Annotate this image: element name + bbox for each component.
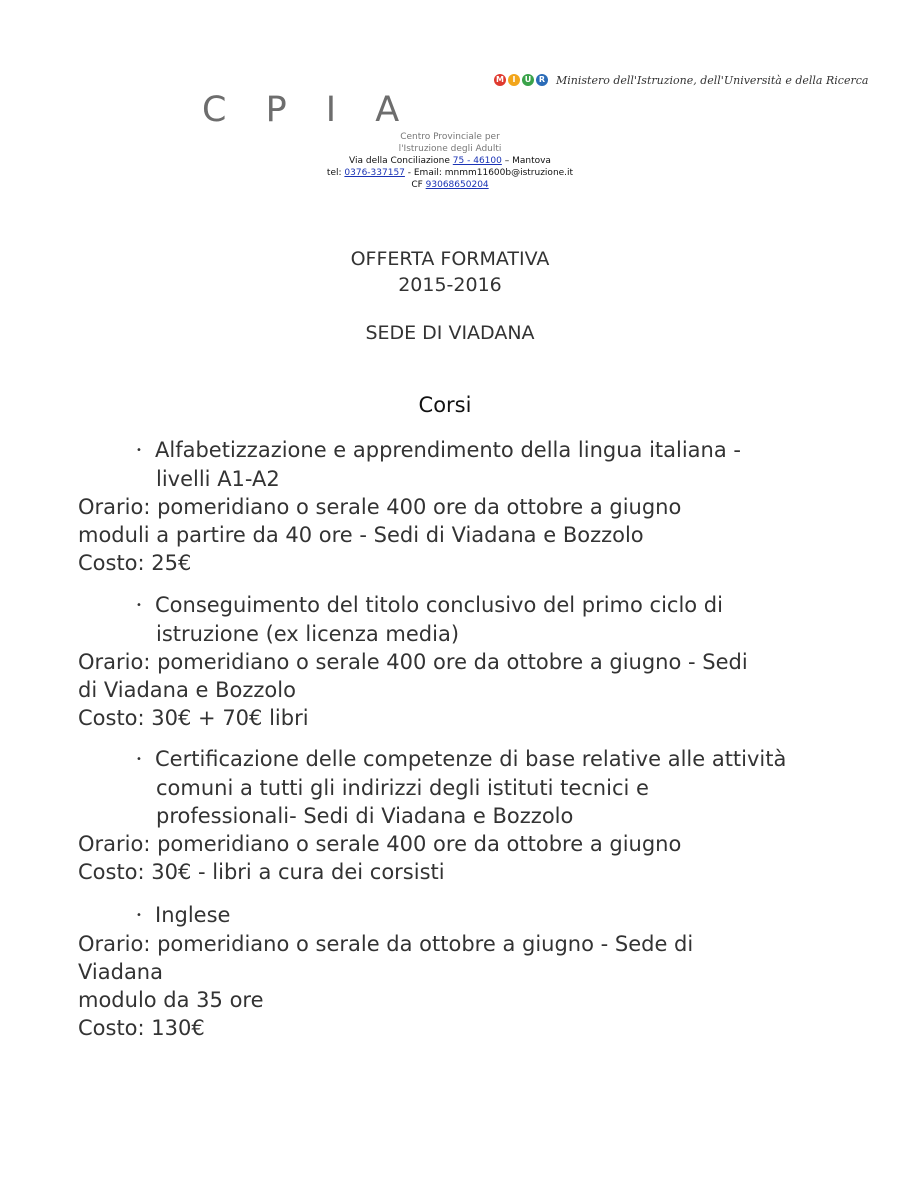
ministry-header	[488, 66, 868, 94]
miur-letter-r: R	[536, 74, 548, 86]
offer-year: 2015-2016	[398, 274, 502, 296]
course-title-text: Alfabetizzazione e apprendimento della lingua italiana -	[155, 438, 741, 462]
cf-line	[300, 179, 600, 191]
course-item	[78, 901, 868, 1042]
course-detail: Orario: pomeridiano o serale 400 ore da ottobre a giugno	[78, 495, 682, 519]
course-cost: Costo: 25€	[78, 551, 192, 575]
course-detail: moduli a partire da 40 ore - Sedi di Viadana e Bozzolo	[78, 523, 644, 547]
course-title-continuation: istruzione (ex licenza media)	[156, 622, 460, 646]
course-item	[78, 745, 868, 886]
course-detail: di Viadana e Bozzolo	[78, 678, 296, 702]
ministry-name: Ministero dell'Istruzione, dell'Università e della Ricerca	[556, 73, 869, 87]
offer-site: SEDE DI VIADANA	[365, 322, 535, 344]
section-title: Corsi	[418, 393, 472, 417]
cf-prefix: CF	[411, 180, 426, 190]
course-title-continuation: livelli A1-A2	[156, 467, 280, 491]
course-detail: Viadana	[78, 960, 163, 984]
course-detail: Orario: pomeridiano o serale da ottobre a giugno - Sede di	[78, 932, 694, 956]
tel-link[interactable]: 0376-337157	[344, 168, 405, 178]
miur-letter-u: U	[522, 74, 534, 86]
miur-logo	[494, 74, 550, 86]
bullet-icon: •	[136, 910, 142, 921]
course-title-continuation: comuni a tutti gli indirizzi degli istituti tecnici e	[156, 776, 649, 800]
course-title-line	[78, 591, 868, 620]
subtitle-line-2: l'Istruzione degli Adulti	[398, 144, 502, 154]
course-title-line	[78, 436, 868, 465]
course-cost: Costo: 30€ + 70€ libri	[78, 706, 309, 730]
tel-line	[300, 167, 600, 179]
bullet-icon: •	[136, 754, 142, 765]
course-title-text: Certificazione delle competenze di base relative alle attività	[155, 747, 787, 771]
miur-letter-m: M	[494, 74, 506, 86]
course-detail: modulo da 35 ore	[78, 988, 264, 1012]
miur-letter-i: I	[508, 74, 520, 86]
address-suffix: – Mantova	[501, 156, 551, 166]
tel-prefix: tel:	[326, 168, 345, 178]
offer-title: OFFERTA FORMATIVA	[350, 248, 550, 270]
course-item	[78, 591, 868, 732]
course-detail: Orario: pomeridiano o serale 400 ore da ottobre a giugno - Sedi	[78, 650, 748, 674]
course-cost: Costo: 30€ - libri a cura dei corsisti	[78, 860, 445, 884]
course-title-line	[78, 901, 868, 930]
bullet-icon: •	[136, 445, 142, 456]
tel-suffix: - Email: mnmm11600b@istruzione.it	[404, 168, 574, 178]
cpia-title: C P I A	[202, 90, 414, 130]
course-title-line	[78, 745, 868, 774]
address-prefix: Via della Conciliazione	[349, 156, 453, 166]
address-line	[300, 155, 600, 167]
course-cost: Costo: 130€	[78, 1016, 205, 1040]
course-title-text: Conseguimento del titolo conclusivo del primo ciclo di	[155, 593, 723, 617]
bullet-icon: •	[136, 600, 142, 611]
address-link[interactable]: 75 - 46100	[452, 156, 502, 166]
course-title-text: Inglese	[155, 903, 231, 927]
cf-link[interactable]: 93068650204	[425, 180, 489, 190]
course-detail: Orario: pomeridiano o serale 400 ore da ottobre a giugno	[78, 832, 682, 856]
subtitle-line-1: Centro Provinciale per	[400, 132, 500, 142]
course-item	[78, 436, 868, 577]
contact-block	[300, 131, 600, 191]
course-title-continuation: professionali- Sedi di Viadana e Bozzolo	[156, 804, 574, 828]
